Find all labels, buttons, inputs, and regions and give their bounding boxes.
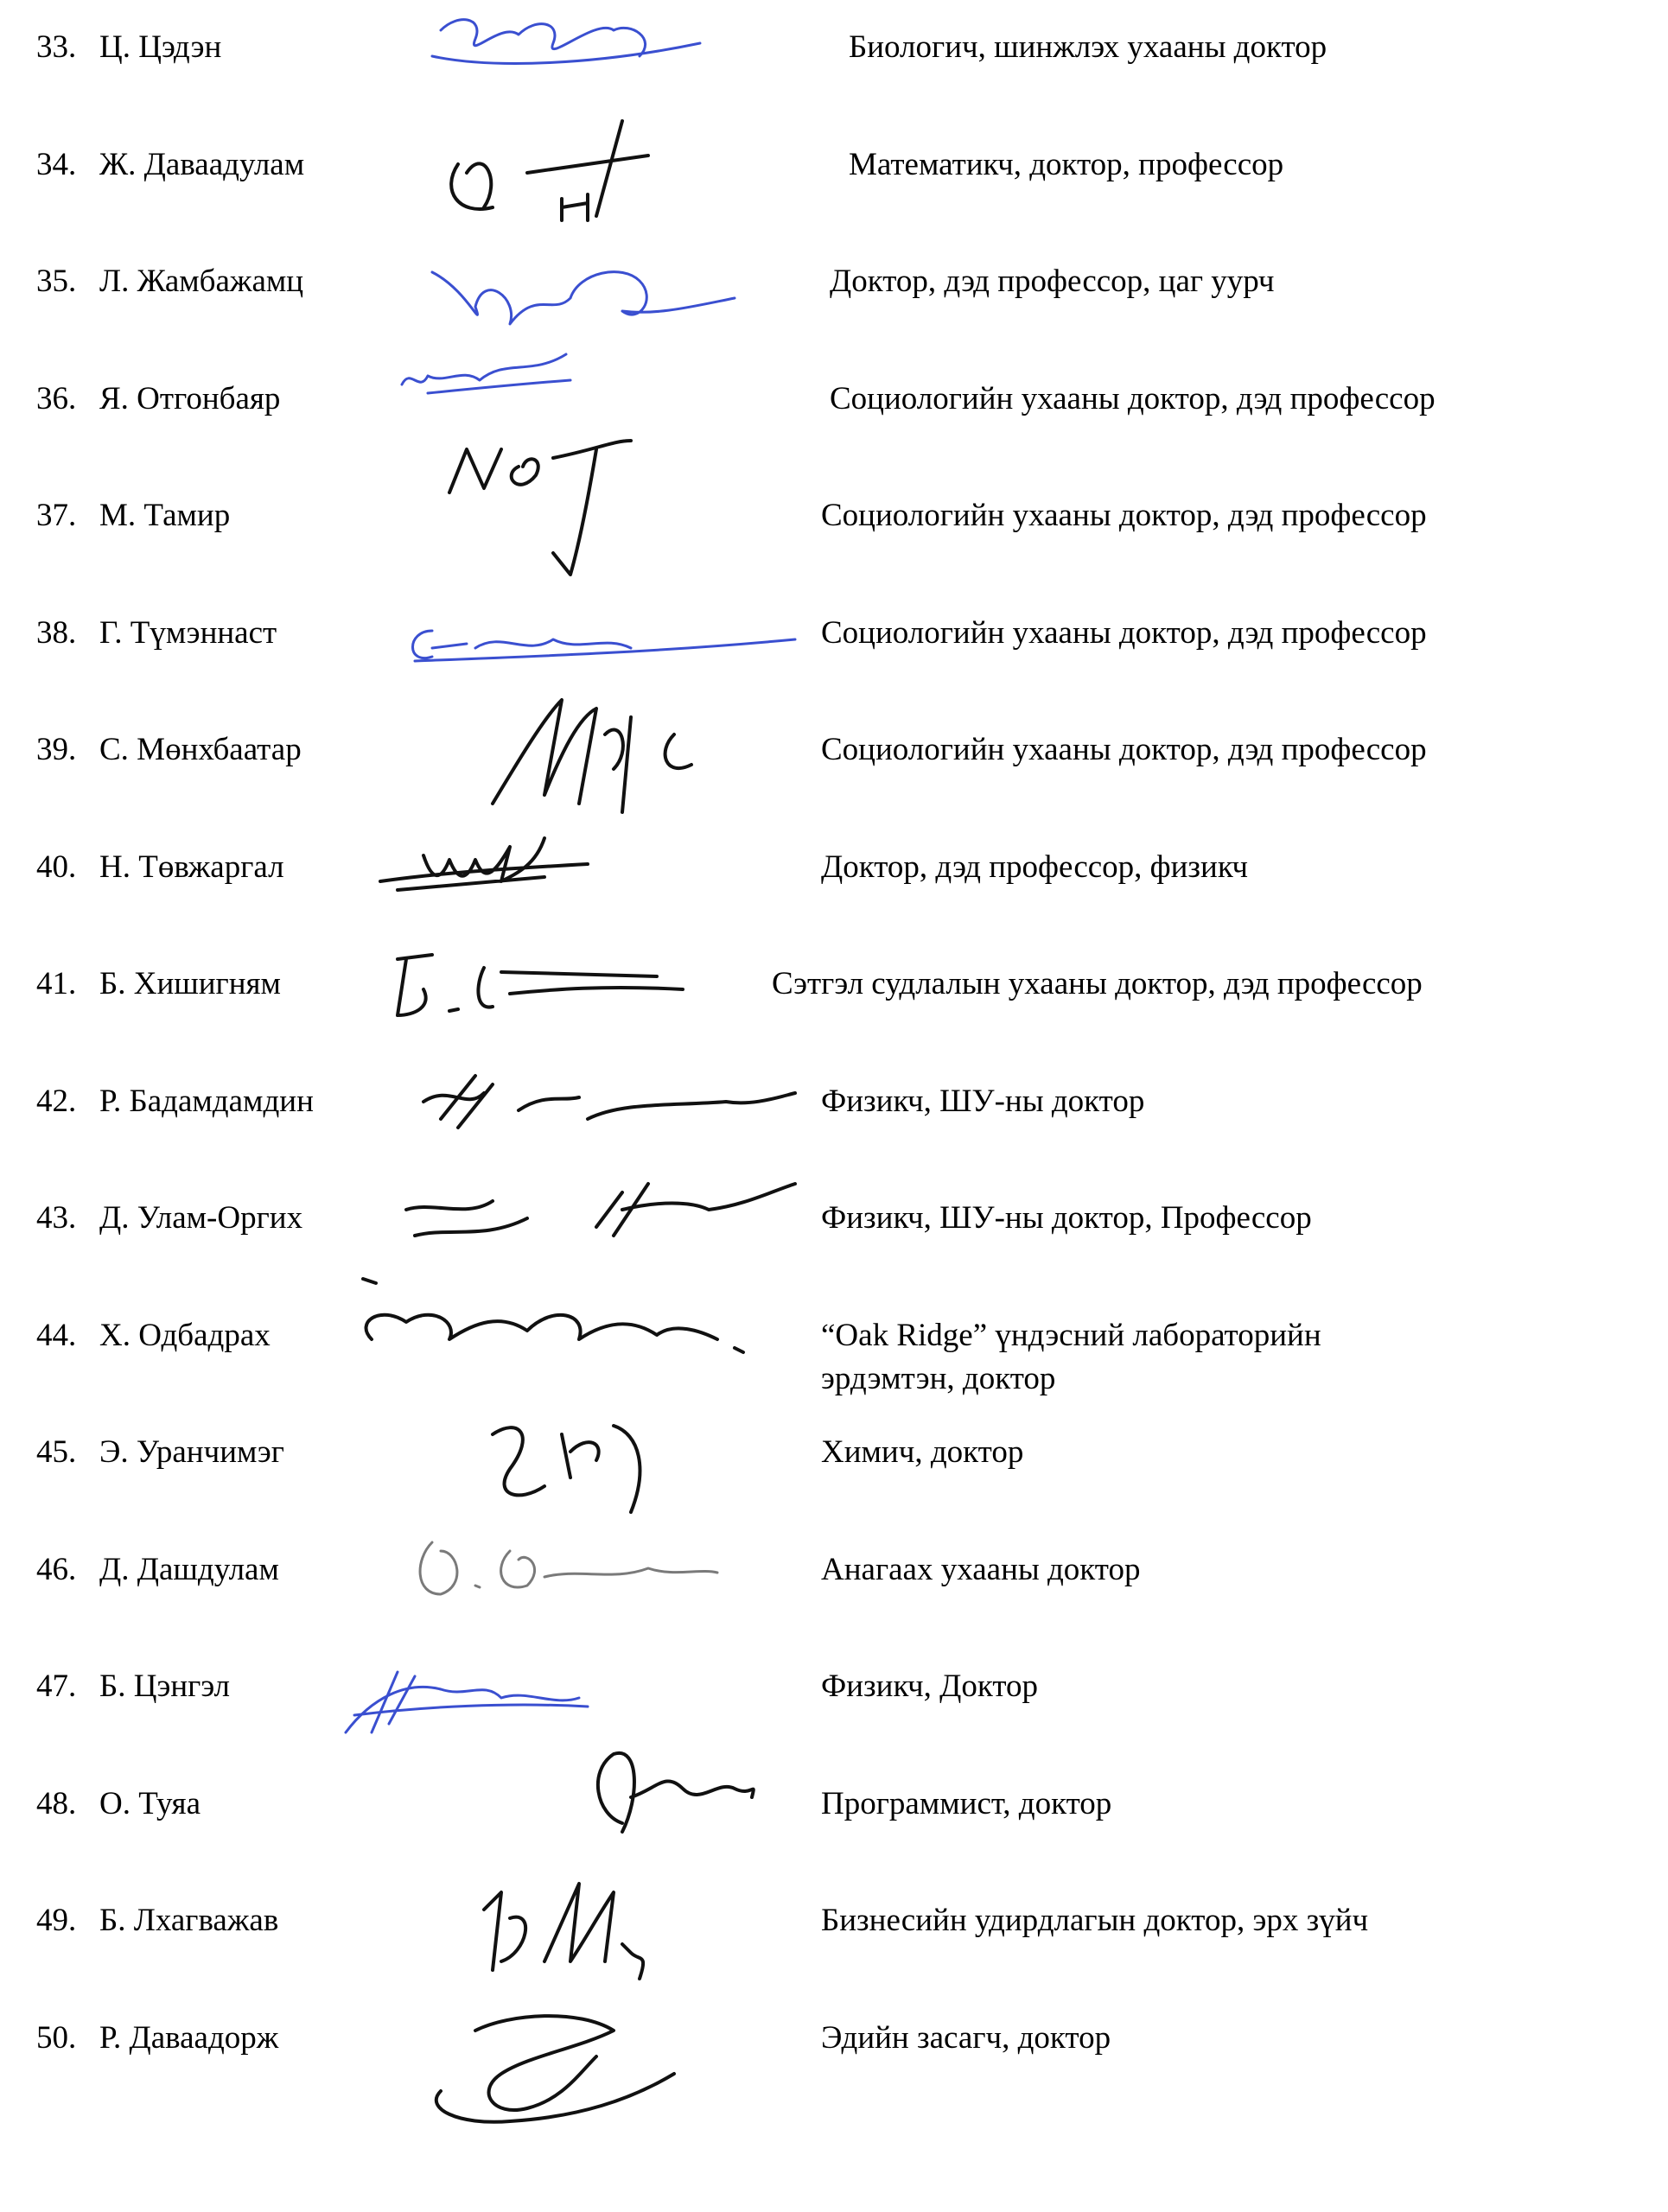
signatory-row [0, 963, 1668, 1075]
entry-number: 43. [36, 1200, 77, 1236]
signature-image [449, 1858, 665, 1983]
signatory-row [0, 143, 1668, 256]
signature-stroke [380, 838, 588, 890]
signature-image [393, 341, 575, 410]
signatory-row [0, 1783, 1668, 1895]
signature-image [346, 1270, 752, 1382]
signature-image [398, 1175, 795, 1253]
signatory-title: Физикч, ШУ-ны доктор [821, 1084, 1145, 1119]
signature-stroke [346, 1672, 588, 1732]
signature-image [415, 1067, 795, 1136]
signature-image [423, 4, 709, 78]
entry-number: 46. [36, 1552, 77, 1587]
signatory-row [0, 1665, 1668, 1777]
signatory-row [0, 728, 1668, 841]
signature-stroke [423, 1076, 795, 1128]
signatory-title: Социологийн ухааны доктор, дэд профессор [821, 732, 1427, 767]
signature-stroke [398, 955, 683, 1015]
signatory-row [0, 494, 1668, 607]
signatory-row [0, 378, 1668, 490]
signature-image [432, 112, 691, 225]
signature-image [372, 830, 596, 907]
signature-image [380, 942, 709, 1028]
signatory-name: Б. Цэнгэл [99, 1669, 230, 1704]
signatory-title: Социологийн ухааны доктор, дэд профессор [830, 381, 1436, 416]
entry-number: 36. [36, 381, 77, 416]
signatory-name: Г. Түмэннаст [99, 615, 277, 651]
signature-stroke [493, 1426, 640, 1512]
entry-number: 35. [36, 264, 77, 299]
signature-stroke [420, 1542, 717, 1594]
entry-number: 48. [36, 1786, 77, 1821]
entry-number: 37. [36, 498, 77, 533]
signatory-title: Социологийн ухааны доктор, дэд профессор [821, 615, 1427, 651]
signatory-name: Э. Уранчимэг [99, 1434, 284, 1470]
signatory-title: Математикч, доктор, профессор [849, 147, 1284, 182]
signatory-title: Социологийн ухааны доктор, дэд профессор [821, 498, 1427, 533]
signature-stroke [449, 441, 631, 575]
signature-image [337, 1663, 588, 1750]
signature-stroke [598, 1753, 754, 1832]
signature-stroke [451, 121, 648, 220]
entry-number: 40. [36, 849, 77, 885]
signatory-name: Д. Дашдулам [99, 1552, 279, 1587]
signature-stroke [363, 1279, 743, 1352]
signatory-name: Р. Даваадорж [99, 2020, 279, 2056]
signatory-row [0, 2017, 1668, 2129]
signature-image [406, 1996, 683, 2126]
signature-stroke [432, 20, 700, 64]
signatory-name: М. Тамир [99, 498, 231, 533]
signatory-title: Сэтгэл судлалын ухааны доктор, дэд профессор [772, 966, 1423, 1001]
signatory-title: Бизнесийн удирдлагын доктор, эрх зүйч [821, 1903, 1369, 1938]
signatory-title: Эдийн засагч, доктор [821, 2020, 1111, 2056]
signature-stroke [432, 272, 735, 324]
entry-number: 39. [36, 732, 77, 767]
signatory-row [0, 1548, 1668, 1661]
signature-stroke [484, 1884, 643, 1979]
signatory-title: “Oak Ridge” үндэсний лабораторийн эрдэмтэн, доктор [821, 1318, 1321, 1396]
signatory-name: Д. Улам-Оргих [99, 1200, 303, 1236]
signatory-title: Химич, доктор [821, 1434, 1024, 1470]
signatory-name: С. Мөнхбаатар [99, 732, 302, 767]
signatory-row [0, 260, 1668, 372]
entry-number: 45. [36, 1434, 77, 1470]
entry-number: 42. [36, 1084, 77, 1119]
signatory-title: Биологич, шинжлэх ухааны доктор [849, 29, 1327, 65]
signatory-title: Физикч, ШУ-ны доктор, Профессор [821, 1200, 1312, 1236]
signatory-name: Х. Одбадрах [99, 1318, 271, 1353]
signatory-row [0, 26, 1668, 138]
signatory-name: Р. Бадамдамдин [99, 1084, 314, 1119]
signature-stroke [406, 1184, 795, 1236]
signature-stroke [436, 2016, 674, 2122]
signatory-title: Доктор, дэд профессор, физикч [821, 849, 1248, 885]
signatory-row [0, 1899, 1668, 2012]
signatory-title: Физикч, Доктор [821, 1669, 1038, 1704]
entry-number: 41. [36, 966, 77, 1001]
signatory-row [0, 1197, 1668, 1309]
signatory-name: Н. Төвжаргал [99, 849, 284, 885]
entry-number: 38. [36, 615, 77, 651]
signature-image [570, 1719, 761, 1840]
entry-number: 50. [36, 2020, 77, 2056]
signatory-row [0, 612, 1668, 724]
signatory-title: Программист, доктор [821, 1786, 1112, 1821]
signatory-row [0, 1431, 1668, 1543]
signature-stroke [493, 700, 691, 812]
signatory-name: Я. Отгонбаяр [99, 381, 281, 416]
signature-image [484, 683, 709, 821]
signatory-title: Анагаах ухааны доктор [821, 1552, 1141, 1587]
signatory-name: Л. Жамбажамц [99, 264, 304, 299]
entry-number: 44. [36, 1318, 77, 1353]
signatory-row [0, 1080, 1668, 1192]
signatory-name: Б. Лхагважав [99, 1903, 279, 1938]
entry-number: 33. [36, 29, 77, 65]
signatory-name: О. Туяа [99, 1786, 201, 1821]
signatory-name: Ж. Даваадулам [99, 147, 305, 182]
signatory-name: Ц. Цэдэн [99, 29, 222, 65]
signature-stroke [413, 631, 796, 661]
signatory-row [0, 1314, 1668, 1427]
signature-image [415, 238, 743, 341]
signature-image [467, 1400, 657, 1521]
signatory-name: Б. Хишигням [99, 966, 281, 1001]
signatory-title: Доктор, дэд профессор, цаг уурч [830, 264, 1275, 299]
entry-number: 49. [36, 1903, 77, 1938]
signature-image [389, 1516, 717, 1620]
signature-image [398, 605, 804, 670]
entry-number: 34. [36, 147, 77, 182]
signature-image [423, 415, 648, 579]
signature-stroke [402, 354, 570, 393]
entry-number: 47. [36, 1669, 77, 1704]
signatory-row [0, 846, 1668, 958]
